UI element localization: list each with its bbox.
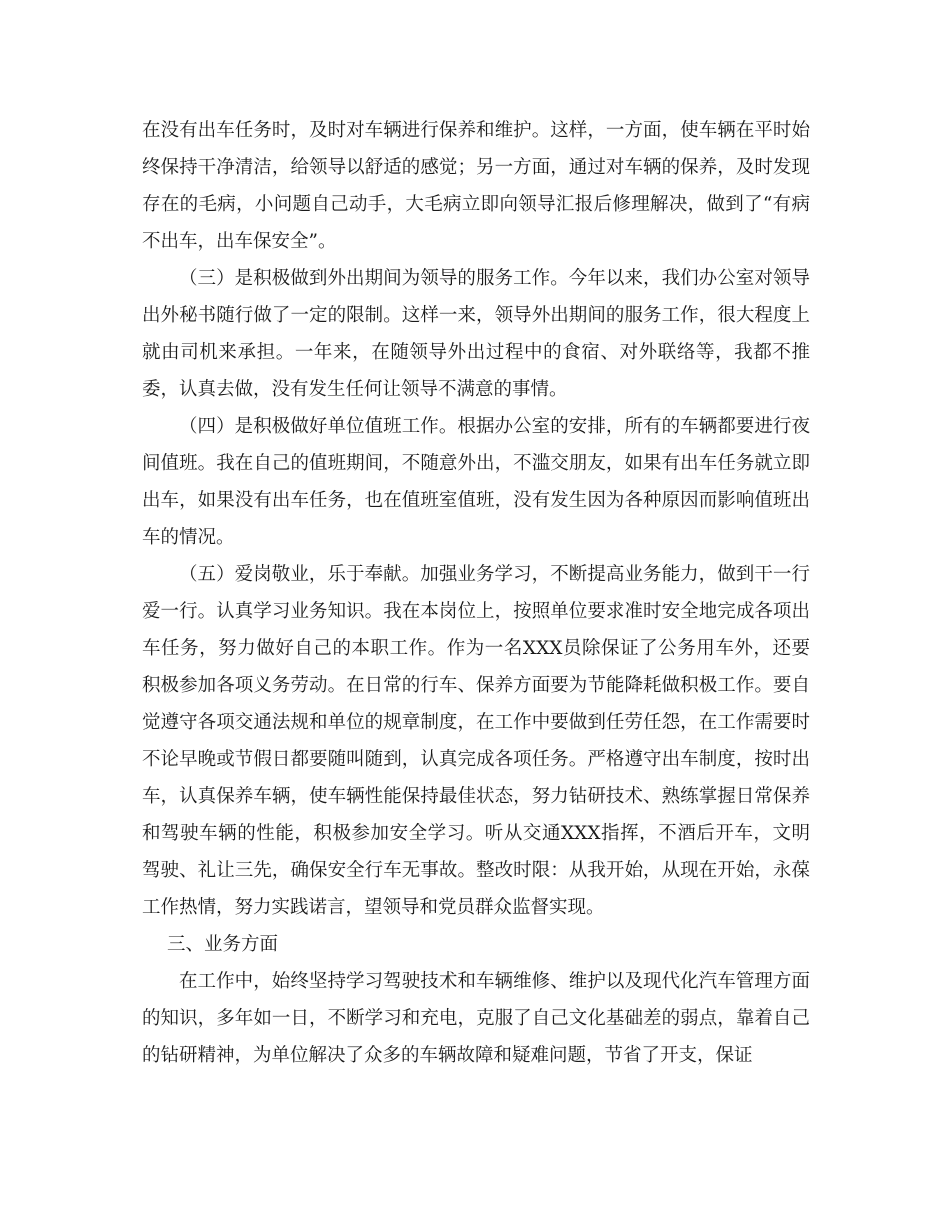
paragraph-section-four-duty: （四）是积极做好单位值班工作。根据办公室的安排，所有的车辆都要进行夜间值班。我在自己的值班期间，不随意外出，不滥交朋友，如果有出车任务就立即出车，如果没有出车任务，也在值班室值班，没有发生因为各种原因而影响值班出车的情况。 <box>142 416 810 548</box>
paragraph-business-work: 在工作中，始终坚持学习驾驶技术和车辆维修、维护以及现代化汽车管理方面的知识，多年如一日，不断学习和充电，克服了自己文化基础差的弱点，靠着自己的钻研精神，为单位解决了众多的车辆故障和疑难问题，节省了开支，保证 <box>142 971 810 1066</box>
paragraph-section-three-service: （三）是积极做到外出期间为领导的服务工作。今年以来，我们办公室对领导出外秘书随行做了一定的限制。这样一来，领导外出期间的服务工作，很大程度上就由司机来承担。一年来，在随领导外出过程中的食宿、对外联络等，我都不推委，认真去做，没有发生任何让领导不满意的事情。 <box>142 268 810 400</box>
paragraph-vehicle-maintenance: 在没有出车任务时，及时对车辆进行保养和维护。这样，一方面，使车辆在平时始终保持干净清洁，给领导以舒适的感觉；另一方面，通过对车辆的保养，及时发现存在的毛病，小问题自己动手，大毛病立即向领导汇报后修理解决，做到了“有病不出车，出车保安全”。 <box>142 120 810 252</box>
paragraph-section-five-dedication: （五）爱岗敬业，乐于奉献。加强业务学习，不断提高业务能力，做到干一行爱一行。认真学习业务知识。我在本岗位上，按照单位要求准时安全地完成各项出车任务，努力做好自己的本职工作。作为一名XXX员除保证了公务用车外，还要积极参加各项义务劳动。在日常的行车、保养方面要为节能降耗做积极工作。要自觉遵守各项交通法规和单位的规章制度，在工作中要做到任劳任怨，在工作需要时不论早晚或节假日都要随叫随到，认真完成各项任务。严格遵守出车制度，按时出车，认真保养车辆，使车辆性能保持最佳状态，努力钻研技术、熟练掌握日常保养和驾驶车辆的性能，积极参加安全学习。听从交通XXX指挥，不酒后开车，文明驾驶、礼让三先，确保安全行车无事故。整改时限：从我开始，从现在开始，永葆工作热情，努力实践诺言，望领导和党员群众监督实现。 <box>142 564 810 918</box>
document-body <box>142 112 810 1074</box>
section-heading-business: 三、业务方面 <box>166 934 278 955</box>
